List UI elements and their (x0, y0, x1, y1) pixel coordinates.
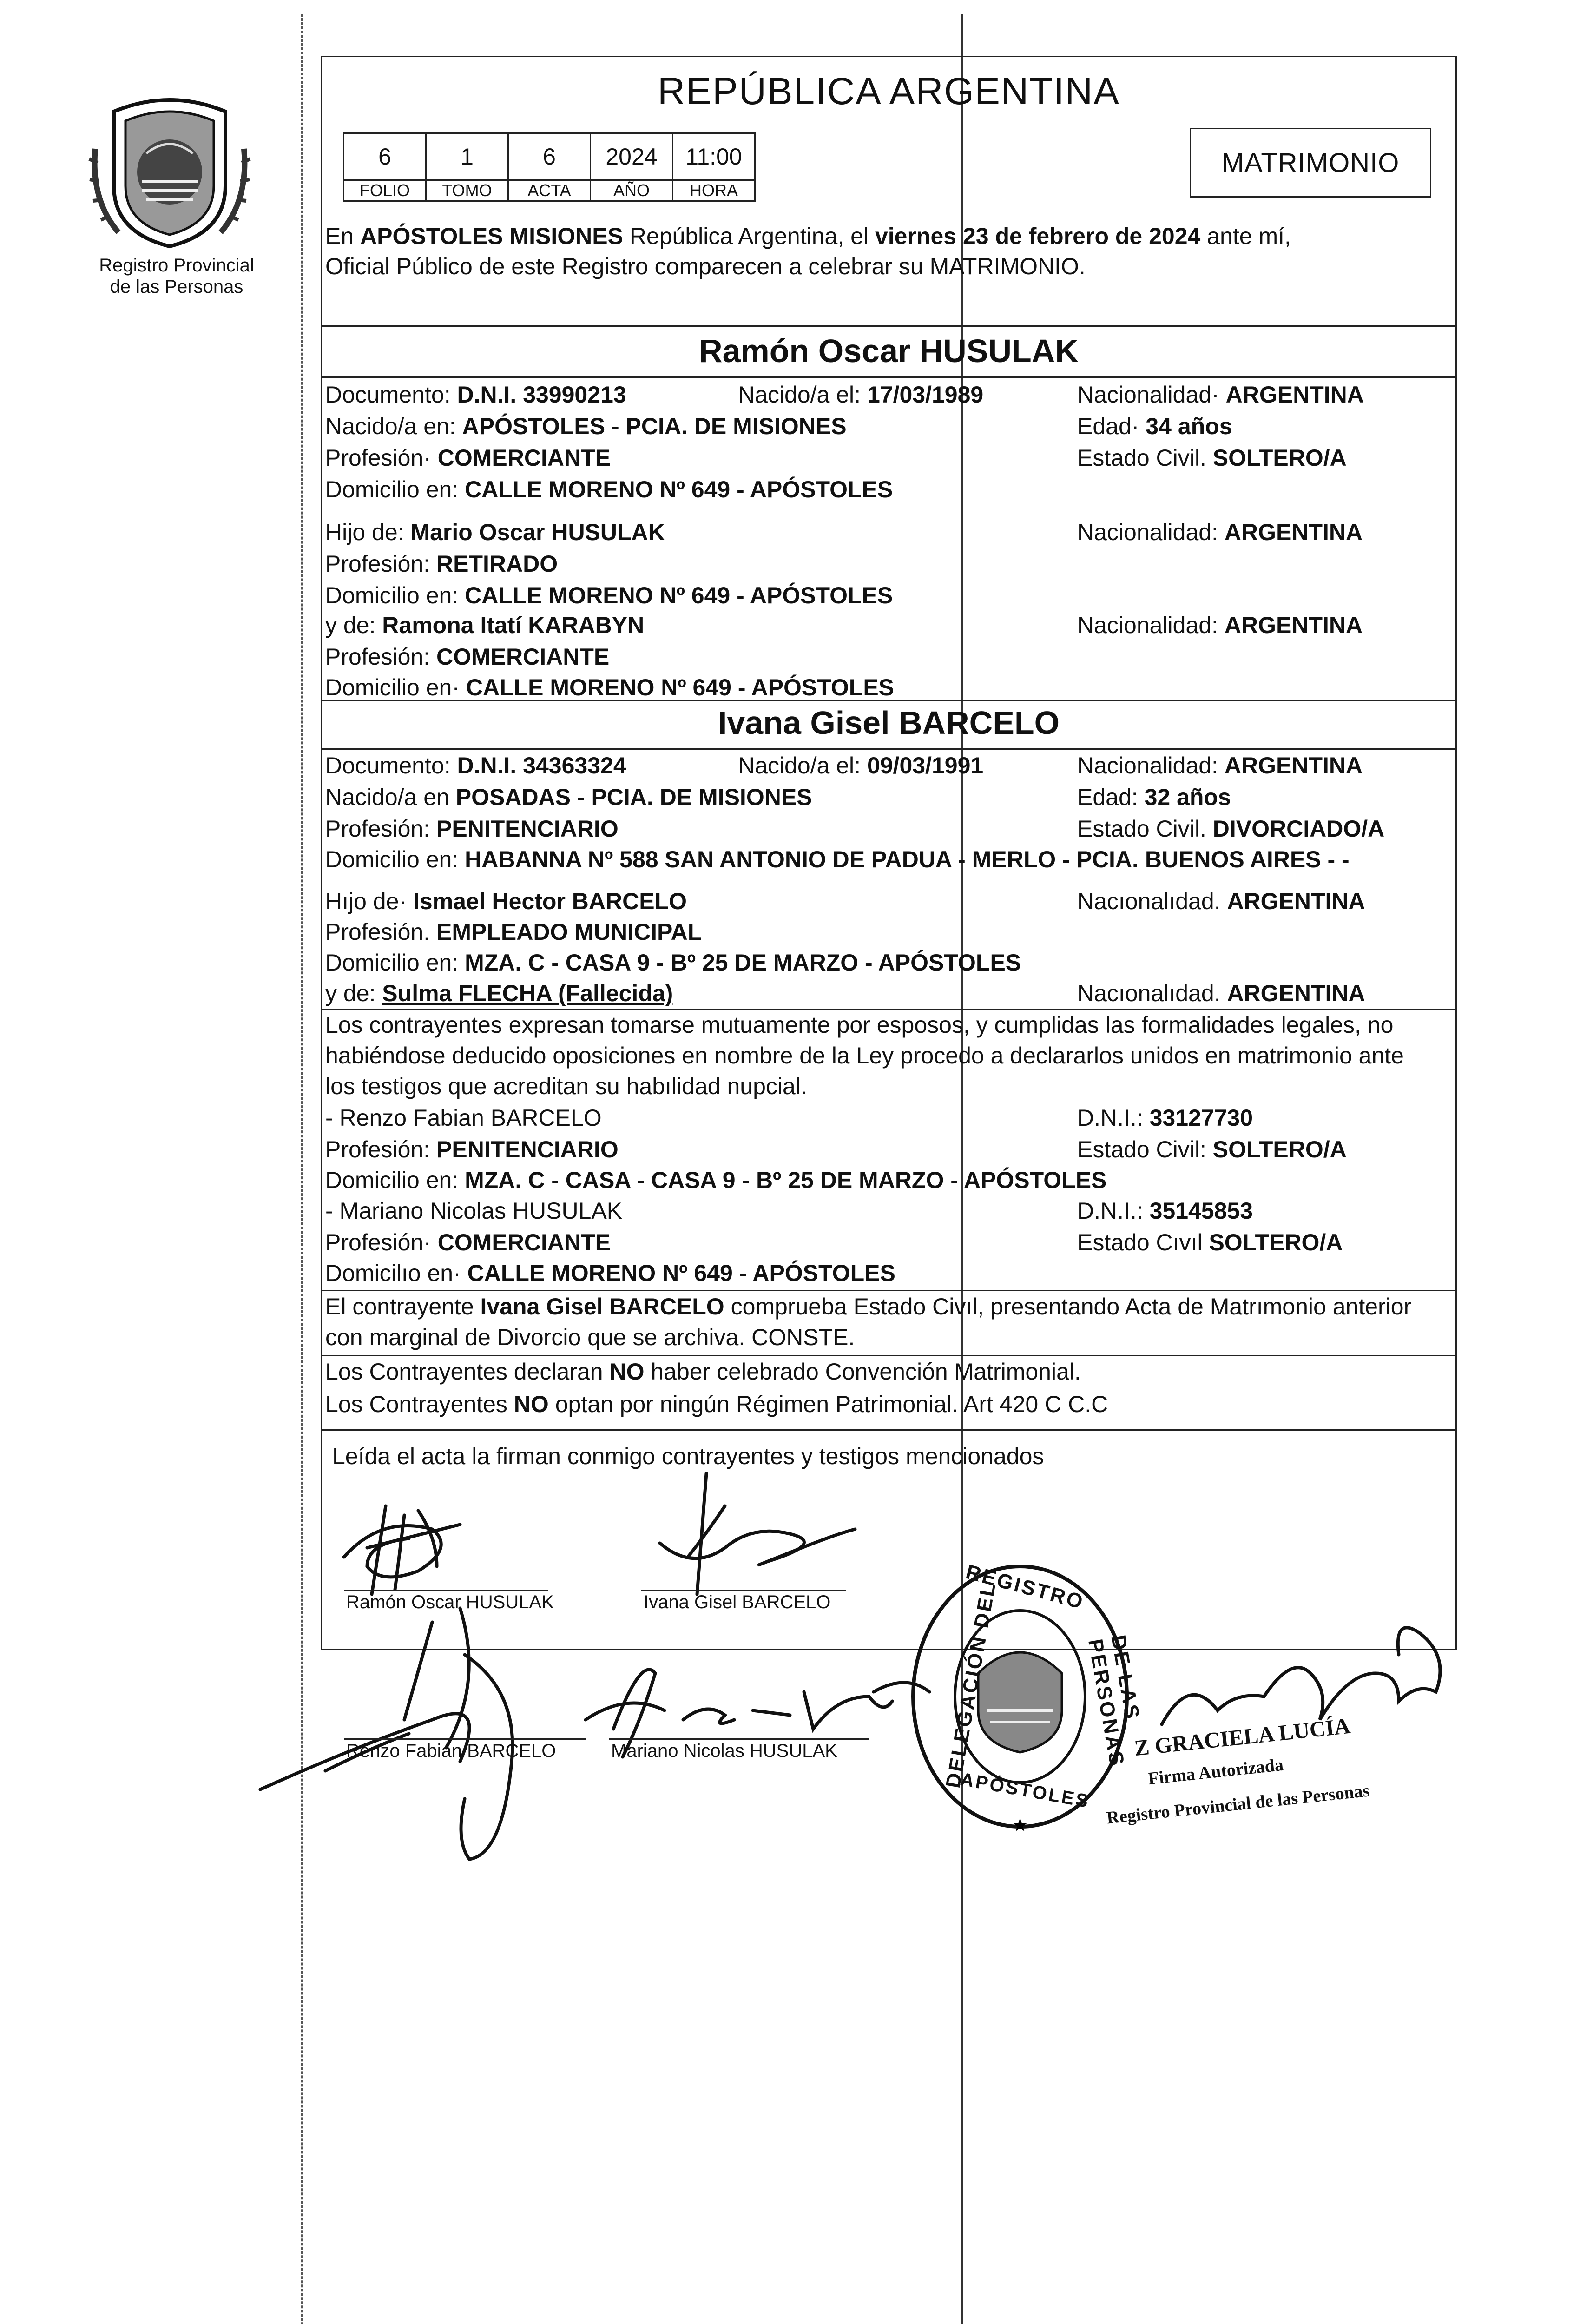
convention-text: Los Contrayentes (325, 1391, 514, 1417)
field-value: RETIRADO (436, 551, 558, 577)
field-label: Estado Civil. (1077, 445, 1213, 471)
field-value: APÓSTOLES - PCIA. DE MISIONES (462, 413, 847, 439)
convention-text: haber celebrado Convención Matrimonial. (644, 1359, 1081, 1385)
witness-1-name: - Renzo Fabian BARCELO (325, 1105, 602, 1131)
field-value: POSADAS - PCIA. DE MISIONES (455, 784, 812, 810)
declaration-line-1: Los contrayentes expresan tomarse mutuamente por esposos, y cumplidas las formalidades legales, no (325, 1012, 1394, 1038)
field-value: COMERCIANTE (436, 644, 610, 670)
hour-label: HORA (673, 180, 755, 201)
field-value: EMPLEADO MUNICIPAL (436, 919, 702, 945)
field-value: PENITENCIARIO (436, 816, 619, 842)
field-label: Profesión. (325, 919, 437, 945)
field-value: ARGENTINA (1227, 980, 1365, 1006)
intro-text: ante mí, (1200, 223, 1291, 249)
witness-2-name: - Mariano Nicolas HUSULAK (325, 1198, 623, 1224)
note-text: comprueba Estado Civıl, presentando Acta de Matrımonio anterior (724, 1294, 1412, 1320)
note-text: El contrayente (325, 1294, 481, 1320)
stamp-top-text: REGISTRO (963, 1560, 1087, 1614)
field-value: COMERCIANTE (437, 1229, 611, 1255)
field-label: Hıjo de· (325, 888, 413, 914)
hour-value: 11:00 (673, 133, 755, 180)
field-label: Profesión: (325, 1136, 437, 1162)
signature-line (344, 1738, 586, 1740)
convention-no: NO (609, 1359, 645, 1385)
official-name-text: GRACIELA LUCÍA (1153, 1713, 1352, 1759)
field-value: Sulma FLECHA (Fallecida) (382, 980, 673, 1006)
field-label: Nacıonalıdad. (1077, 980, 1227, 1006)
field-label: Nacionalidad· (1077, 382, 1226, 408)
field-label: Nacionalidad: (1077, 753, 1224, 779)
field-value: ARGENTINA (1224, 612, 1363, 638)
field-value: 34 años (1146, 413, 1232, 439)
note-name: Ivana Gisel BARCELO (480, 1294, 724, 1320)
field-label: Domicilıo en· (325, 1260, 467, 1286)
star-icon: ★ (1012, 1815, 1028, 1836)
field-label: Domicilio en: (325, 1167, 465, 1193)
field-label: Estado Civil: (1077, 1136, 1213, 1162)
intro-date: viernes 23 de febrero de 2024 (875, 223, 1201, 249)
field-value: ARGENTINA (1224, 753, 1363, 779)
convention-text: Los Contrayentes declaran (325, 1359, 610, 1385)
year-value: 2024 (591, 133, 673, 180)
field-label: Profesión· (325, 445, 438, 471)
field-value: CALLE MORENO Nº 649 - APÓSTOLES (465, 582, 893, 608)
folio-value: 6 (344, 133, 426, 180)
bride-signature-label: Ivana Gisel BARCELO (644, 1592, 831, 1612)
field-label: Hijo de: (325, 519, 411, 545)
declaration-line-3: los testigos que acreditan su habılidad nupcial. (325, 1073, 807, 1099)
field-value: ARGENTINA (1225, 382, 1364, 408)
field-value: 33127730 (1149, 1105, 1253, 1131)
field-value: ARGENTINA (1224, 519, 1363, 545)
field-label: Nacido/a el: (738, 382, 867, 408)
field-value: SOLTERO/A (1209, 1229, 1343, 1255)
signature-line (641, 1590, 846, 1591)
field-label: Profesión: (325, 816, 437, 842)
field-value: ARGENTINA (1227, 888, 1365, 914)
signature-line (609, 1738, 869, 1740)
field-label: D.N.I.: (1077, 1198, 1150, 1224)
convention-no: NO (514, 1391, 549, 1417)
convention-text: optan por ningún Régimen Patrimonial. Art 420 C C.C (548, 1391, 1108, 1417)
stamp-left-text: DELEGACIÓN DEL (941, 1580, 1001, 1790)
signature-line (344, 1590, 548, 1591)
folio-label: FOLIO (344, 180, 426, 201)
field-label: Domicilio en· (325, 674, 466, 700)
field-value: PENITENCIARIO (436, 1136, 619, 1162)
field-value: SOLTERO/A (1212, 1136, 1347, 1162)
field-label: Profesión· (325, 1229, 438, 1255)
field-label: Documento: (325, 382, 457, 408)
field-value: Ramona Itatí KARABYN (382, 612, 645, 638)
field-label: Domicilio en: (325, 950, 465, 976)
field-value: 09/03/1991 (867, 753, 984, 779)
field-value: HABANNA Nº 588 SAN ANTONIO DE PADUA - MERLO - PCIA. BUENOS AIRES - - (465, 846, 1350, 872)
field-label: y de: (325, 612, 382, 638)
official-role: Firma Autorizada (1147, 1755, 1284, 1789)
stamp-right-text: DE LAS PERSONAS (1083, 1633, 1144, 1769)
field-label: D.N.I.: (1077, 1105, 1150, 1131)
field-label: Nacido/a en (325, 784, 456, 810)
field-label: Nacıonalıdad. (1077, 888, 1227, 914)
certificate-type: MATRIMONIO (1190, 128, 1431, 198)
field-value: Mario Oscar HUSULAK (410, 519, 665, 545)
field-label: Domicilio en: (325, 582, 465, 608)
field-value: COMERCIANTE (437, 445, 611, 471)
acta-value: 6 (508, 133, 591, 180)
field-value: DIVORCIADO/A (1212, 816, 1385, 842)
tomo-value: 1 (426, 133, 508, 180)
page-title: REPÚBLICA ARGENTINA (658, 70, 1120, 112)
declaration-line-2: habiéndose deducido oposiciones en nombre de la Ley procedo a declararlos unidos en matrimonio ante (325, 1043, 1404, 1069)
field-label: Estado Cıvıl (1077, 1229, 1209, 1255)
field-value: MZA. C - CASA 9 - Bº 25 DE MARZO - APÓSTOLES (465, 950, 1021, 976)
intro-text: República Argentina, el (623, 223, 875, 249)
closing-text: Leída el acta la firman conmigo contrayentes y testigos mencionados (332, 1443, 1044, 1469)
field-value: CALLE MORENO Nº 649 - APÓSTOLES (466, 674, 895, 700)
witness-2-signature-label: Mariano Nicolas HUSULAK (611, 1741, 837, 1761)
field-label: Nacido/a en: (325, 413, 462, 439)
field-value: 17/03/1989 (867, 382, 984, 408)
official-org: Registro Provincial de las Personas (1106, 1781, 1371, 1828)
field-value: CALLE MORENO Nº 649 - APÓSTOLES (465, 476, 893, 502)
bride-name-heading: Ivana Gisel BARCELO (718, 705, 1060, 741)
field-label: Nacido/a el: (738, 753, 867, 779)
bride-signature (660, 1473, 855, 1594)
field-label: Profesión: (325, 644, 437, 670)
field-value: SOLTERO/A (1212, 445, 1347, 471)
field-value: 35145853 (1149, 1198, 1253, 1224)
field-label: Profesión: (325, 551, 437, 577)
field-label: Edad: (1077, 784, 1145, 810)
official-name-prefix: Z (1133, 1735, 1151, 1761)
stamp-bottom-text: APÓSTOLES (959, 1769, 1092, 1812)
tomo-label: TOMO (426, 180, 508, 201)
stamp-texts (899, 1557, 1144, 1836)
field-value: 32 años (1144, 784, 1231, 810)
witness-1-signature-label: Renzo Fabian BARCELO (346, 1741, 556, 1761)
field-label: Estado Civil. (1077, 816, 1213, 842)
intro-line-2: Oficial Público de este Registro comparecen a celebrar su MATRIMONIO. (325, 253, 1086, 279)
registry-label: Registro Provincial de las Personas (99, 255, 254, 297)
field-label: Domicilio en: (325, 476, 465, 502)
field-value: D.N.I. 34363324 (457, 753, 626, 779)
field-label: Domicilio en: (325, 846, 465, 872)
field-label: y de: (325, 980, 382, 1006)
field-value: D.N.I. 33990213 (457, 382, 626, 408)
field-value: Ismael Hector BARCELO (413, 888, 687, 914)
official-signature (1162, 1628, 1440, 1724)
field-label: Documento: (325, 753, 457, 779)
field-value: MZA. C - CASA - CASA 9 - Bº 25 DE MARZO - APÓSTOLES (465, 1167, 1107, 1193)
field-label: Nacionalidad: (1077, 519, 1224, 545)
acta-label: ACTA (508, 180, 591, 201)
field-value: CALLE MORENO Nº 649 - APÓSTOLES (467, 1260, 895, 1286)
groom-signature-label: Ramón Oscar HUSULAK (346, 1592, 554, 1612)
groom-signature (344, 1506, 460, 1594)
intro-text: En (325, 223, 361, 249)
groom-name-heading: Ramón Oscar HUSULAK (699, 333, 1079, 369)
field-label: Edad· (1077, 413, 1146, 439)
field-label: Nacionalidad: (1077, 612, 1224, 638)
note-line-2: con marginal de Divorcio que se archiva. CONSTE. (325, 1324, 855, 1350)
year-label: AÑO (591, 180, 673, 201)
witness-1-signature (260, 1608, 513, 1859)
intro-place: APÓSTOLES MISIONES (360, 223, 623, 249)
